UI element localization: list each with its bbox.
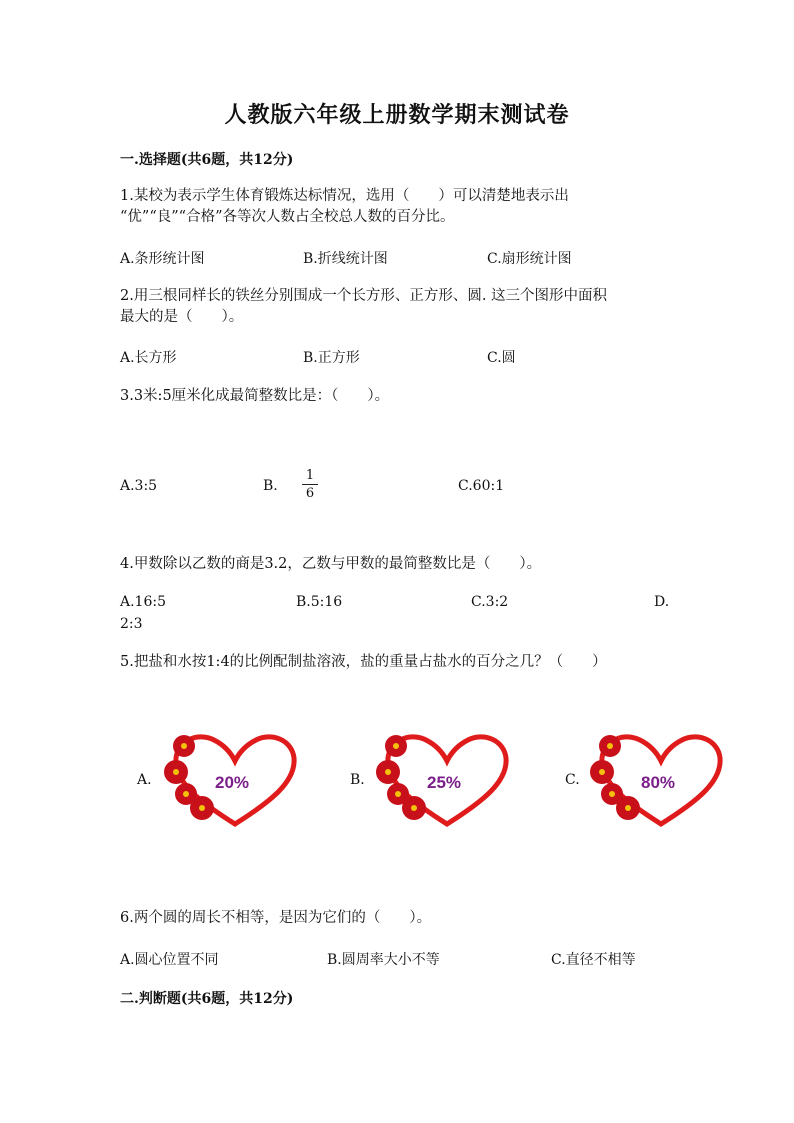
question-4-option-a[interactable]: A.16:5: [120, 594, 166, 610]
question-3-option-c[interactable]: C.60:1: [458, 478, 505, 494]
question-1-text-cont: “优”“良”“合格”各等次人数占全校总人数的百分比。: [120, 209, 455, 225]
question-5-option-c-label[interactable]: C.: [565, 772, 580, 788]
page-title: 人教版六年级上册数学期末测试卷: [224, 102, 570, 128]
question-1-option-a[interactable]: A.条形统计图: [120, 251, 205, 267]
question-5-option-b-label[interactable]: B.: [350, 772, 365, 788]
question-4-option-b[interactable]: B.5:16: [296, 594, 343, 610]
question-5-option-a-value: 20%: [214, 773, 250, 792]
question-5-text: 5.把盐和水按1:4的比例配制盐溶液，盐的重量占盐水的百分之几？（ ）: [120, 654, 607, 670]
question-6-option-c[interactable]: C.直径不相等: [551, 952, 636, 968]
fraction-denominator: 6: [305, 486, 315, 501]
question-4-option-d[interactable]: D.: [654, 594, 670, 610]
section-heading-choice: 一.选择题(共6题，共12分): [120, 152, 294, 168]
question-5-option-a-heart[interactable]: [160, 728, 310, 832]
fraction-numerator: 1: [305, 468, 315, 483]
question-6-option-a[interactable]: A.圆心位置不同: [120, 952, 219, 968]
question-3-text: 3.3米:5厘米化成最简整数比是：（ ）。: [120, 388, 390, 404]
question-1-option-b[interactable]: B.折线统计图: [303, 251, 388, 267]
question-5-option-c-heart[interactable]: [586, 728, 736, 832]
question-1-option-c[interactable]: C.扇形统计图: [487, 251, 572, 267]
question-3-option-b[interactable]: B.: [263, 478, 278, 494]
question-4-option-c[interactable]: C.3:2: [471, 594, 509, 610]
question-3-option-b-fraction: [302, 468, 318, 501]
question-4-option-d-value: 2:3: [120, 616, 143, 632]
question-1-text: 1.某校为表示学生体育锻炼达标情况，选用（ ）可以清楚地表示出: [120, 188, 569, 204]
question-2-option-a[interactable]: A.长方形: [120, 350, 177, 366]
question-2-text: 2.用三根同样长的铁丝分别围成一个长方形、正方形、圆. 这三个图形中面积: [120, 288, 608, 304]
section-heading-judgement: 二.判断题(共6题，共12分): [120, 991, 294, 1007]
question-6-option-b[interactable]: B.圆周率大小不等: [327, 952, 440, 968]
question-5-option-b-value: 25%: [426, 773, 462, 792]
question-6-text: 6.两个圆的周长不相等，是因为它们的（ ）。: [120, 910, 432, 926]
fraction-bar: [302, 484, 318, 485]
question-4-text: 4.甲数除以乙数的商是3.2，乙数与甲数的最简整数比是（ ）。: [120, 556, 542, 572]
question-2-option-c[interactable]: C.圆: [487, 350, 516, 366]
question-2-text-cont: 最大的是（ ）。: [120, 309, 244, 325]
question-3-option-a[interactable]: A.3:5: [120, 478, 158, 494]
question-5-option-b-heart[interactable]: [372, 728, 522, 832]
question-5-option-c-value: 80%: [640, 773, 676, 792]
question-5-option-a-label[interactable]: A.: [137, 772, 152, 788]
question-2-option-b[interactable]: B.正方形: [303, 350, 360, 366]
